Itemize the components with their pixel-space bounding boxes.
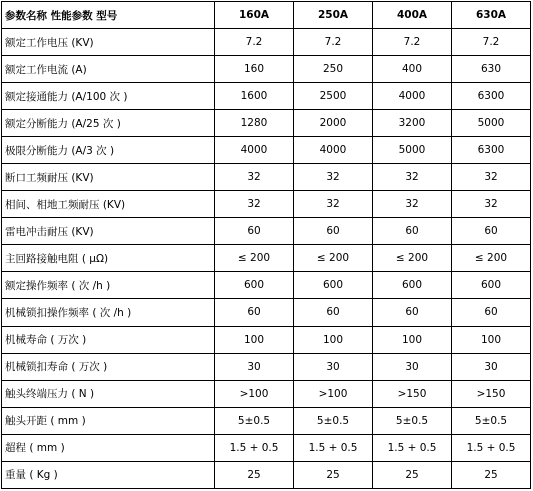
table-row [2, 191, 531, 218]
row-value: 100 [373, 326, 452, 353]
row-value: 100 [215, 326, 294, 353]
row-value: 32 [294, 191, 373, 218]
row-value: 2000 [294, 110, 373, 137]
table-row [2, 245, 531, 272]
table-row [2, 434, 531, 461]
row-value: 600 [294, 272, 373, 299]
header-col-400a: 400A [373, 2, 452, 29]
row-value: >150 [452, 380, 531, 407]
row-value: 4000 [294, 137, 373, 164]
row-value: 600 [373, 272, 452, 299]
row-value: ≤ 200 [452, 245, 531, 272]
row-label: 机械锁扣操作频率 ( 次 /h ) [2, 299, 215, 326]
table-row [2, 353, 531, 380]
row-value: 160 [215, 56, 294, 83]
row-label: 额定分断能力 (A/25 次 ) [2, 110, 215, 137]
row-value: 25 [373, 461, 452, 488]
row-value: 1280 [215, 110, 294, 137]
table-row [2, 56, 531, 83]
header-col-250a: 250A [294, 2, 373, 29]
row-value: 60 [294, 218, 373, 245]
row-value: 1.5 + 0.5 [215, 434, 294, 461]
header-col-630a: 630A [452, 2, 531, 29]
row-value: 1.5 + 0.5 [294, 434, 373, 461]
row-label: 相间、相地工频耐压 (KV) [2, 191, 215, 218]
table-row [2, 29, 531, 56]
row-value: ≤ 200 [373, 245, 452, 272]
row-value: 4000 [215, 137, 294, 164]
row-label: 断口工频耐压 (KV) [2, 164, 215, 191]
table-row [2, 137, 531, 164]
row-value: 60 [452, 218, 531, 245]
row-label: 超程 ( mm ) [2, 434, 215, 461]
row-value: 32 [452, 164, 531, 191]
table-row [2, 218, 531, 245]
row-value: 32 [215, 164, 294, 191]
row-label: 触头开距 ( mm ) [2, 407, 215, 434]
row-label: 触头终端压力 ( N ) [2, 380, 215, 407]
row-value: 25 [452, 461, 531, 488]
table-row [2, 461, 531, 488]
row-value: 5000 [452, 110, 531, 137]
row-value: 5±0.5 [294, 407, 373, 434]
row-label: 极限分断能力 (A/3 次 ) [2, 137, 215, 164]
row-value: 25 [215, 461, 294, 488]
row-value: >100 [294, 380, 373, 407]
table-row [2, 164, 531, 191]
header-col-160a: 160A [215, 2, 294, 29]
row-value: 2500 [294, 83, 373, 110]
row-value: 30 [215, 353, 294, 380]
row-value: 1600 [215, 83, 294, 110]
row-value: 7.2 [294, 29, 373, 56]
table-body [2, 29, 531, 489]
row-value: 630 [452, 56, 531, 83]
table-row [2, 272, 531, 299]
row-value: 100 [452, 326, 531, 353]
row-label: 雷电冲击耐压 (KV) [2, 218, 215, 245]
row-value: 4000 [373, 83, 452, 110]
row-value: 1.5 + 0.5 [452, 434, 531, 461]
row-value: 25 [294, 461, 373, 488]
row-value: 60 [452, 299, 531, 326]
table-row [2, 299, 531, 326]
row-value: 30 [294, 353, 373, 380]
table-row [2, 83, 531, 110]
row-label: 额定工作电流 (A) [2, 56, 215, 83]
table-row [2, 326, 531, 353]
row-value: 250 [294, 56, 373, 83]
row-value: 100 [294, 326, 373, 353]
row-label: 额定操作频率 ( 次 /h ) [2, 272, 215, 299]
table-row [2, 110, 531, 137]
row-value: 7.2 [215, 29, 294, 56]
row-value: 400 [373, 56, 452, 83]
row-value: 5±0.5 [452, 407, 531, 434]
row-value: 60 [373, 218, 452, 245]
row-value: >100 [215, 380, 294, 407]
row-value: 60 [215, 218, 294, 245]
table-row [2, 407, 531, 434]
row-value: 60 [294, 299, 373, 326]
table-row [2, 380, 531, 407]
row-label: 重量 ( Kg ) [2, 461, 215, 488]
row-value: 600 [452, 272, 531, 299]
spec-table [1, 1, 531, 489]
row-value: 5±0.5 [215, 407, 294, 434]
row-value: 32 [373, 164, 452, 191]
row-value: 30 [452, 353, 531, 380]
row-value: 7.2 [373, 29, 452, 56]
row-value: 3200 [373, 110, 452, 137]
row-value: 32 [294, 164, 373, 191]
row-label: 额定工作电压 (KV) [2, 29, 215, 56]
row-label: 主回路接触电阻 ( μΩ) [2, 245, 215, 272]
header-label: 参数名称 性能参数 型号 [2, 2, 215, 29]
row-label: 机械寿命 ( 万次 ) [2, 326, 215, 353]
row-value: ≤ 200 [215, 245, 294, 272]
header-row [2, 2, 531, 29]
row-value: 6300 [452, 83, 531, 110]
row-value: 32 [215, 191, 294, 218]
row-label: 机械锁扣寿命 ( 万次 ) [2, 353, 215, 380]
row-value: 60 [215, 299, 294, 326]
row-value: 1.5 + 0.5 [373, 434, 452, 461]
row-value: ≤ 200 [294, 245, 373, 272]
row-value: 6300 [452, 137, 531, 164]
row-value: 32 [452, 191, 531, 218]
row-value: 5±0.5 [373, 407, 452, 434]
row-value: 30 [373, 353, 452, 380]
row-label: 额定接通能力 (A/100 次 ) [2, 83, 215, 110]
row-value: 600 [215, 272, 294, 299]
row-value: >150 [373, 380, 452, 407]
row-value: 5000 [373, 137, 452, 164]
row-value: 32 [373, 191, 452, 218]
row-value: 60 [373, 299, 452, 326]
row-value: 7.2 [452, 29, 531, 56]
